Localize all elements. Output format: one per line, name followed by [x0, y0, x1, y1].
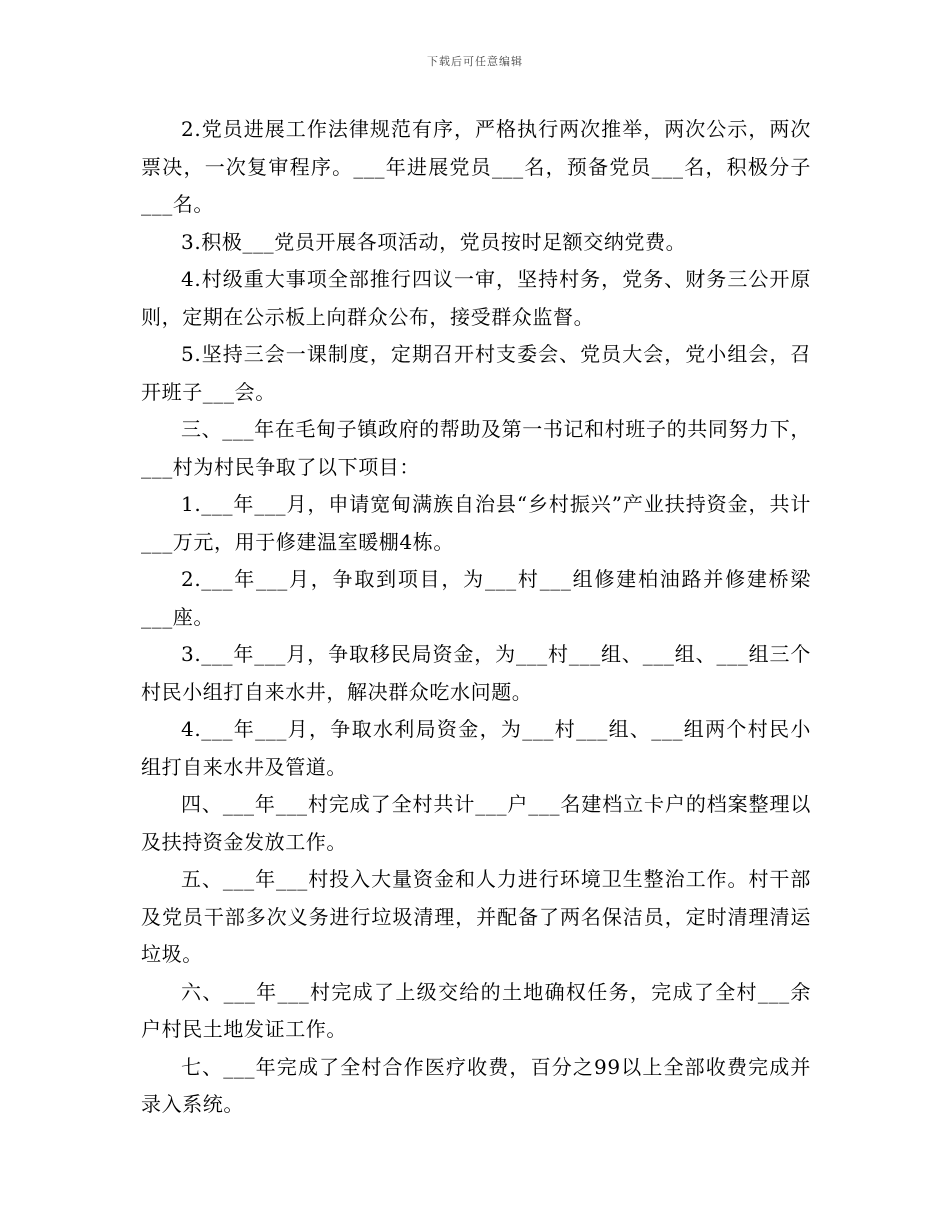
paragraph-party-member-development: 2.党员进展工作法律规范有序，严格执行两次推举，两次公示，两次票决，一次复审程序。___年进展党员___名，预备党员___名，积极分子___名。	[141, 117, 811, 216]
section-five: 五、___年___村投入大量资金和人力进行环境卫生整治工作。村干部及党员干部多次义务进行垃圾清理，并配备了两名保洁员，定时清理清运垃圾。	[141, 867, 811, 966]
project-item-4: 4.___年___月，争取水利局资金，为___村___组、___组两个村民小组打自来水井及管道。	[141, 717, 811, 779]
section-seven: 七、___年完成了全村合作医疗收费，百分之99以上全部收费完成并录入系统。	[141, 1054, 811, 1116]
project-item-3: 3.___年___月，争取移民局资金，为___村___组、___组、___组三个村民小组打自来水井，解决群众吃水问题。	[141, 642, 811, 704]
section-three-heading: 三、___年在毛甸子镇政府的帮助及第一书记和村班子的共同努力下，___村为村民争取了以下项目：	[141, 417, 811, 479]
paragraph-village-affairs: 4.村级重大事项全部推行四议一审，坚持村务，党务、财务三公开原则，定期在公示板上向群众公布，接受群众监督。	[141, 267, 811, 329]
section-six: 六、___年___村完成了上级交给的土地确权任务，完成了全村___余户村民土地发证工作。	[141, 979, 811, 1041]
page-header-note: 下载后可任意编辑	[427, 55, 523, 68]
paragraph-party-activities: 3.积极___党员开展各项活动，党员按时足额交纳党费。	[181, 229, 687, 254]
project-item-1: 1.___年___月，申请宽甸满族自治县“乡村振兴”产业扶持资金，共计___万元，用于修建温室暖棚4栋。	[141, 492, 811, 554]
document-body	[141, 111, 811, 1124]
paragraph-meeting-system: 5.坚持三会一课制度，定期召开村支委会、党员大会，党小组会，召开班子___会。	[141, 342, 811, 404]
section-four: 四、___年___村完成了全村共计___户___名建档立卡户的档案整理以及扶持资金发放工作。	[141, 792, 811, 854]
project-item-2: 2.___年___月，争取到项目，为___村___组修建柏油路并修建桥梁___座。	[141, 567, 811, 629]
